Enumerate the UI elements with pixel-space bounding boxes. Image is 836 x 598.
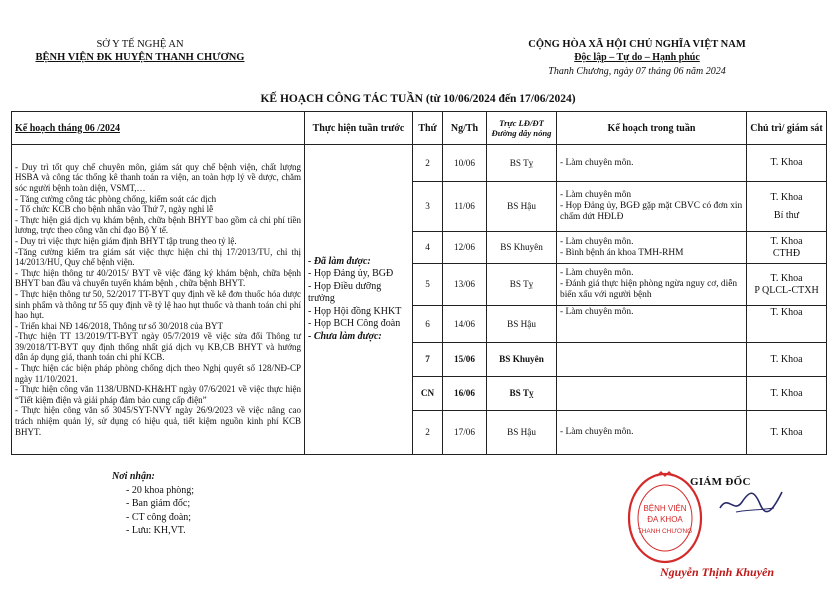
recipient-item: - Lưu: KH,VT. [126,525,186,536]
date-cell: 11/06 [443,182,487,232]
done-item: - Họp Hội đồng KHKT [308,305,402,317]
done-item: - Họp Đảng ủy, BGĐ [308,268,394,280]
chair-cell [747,306,827,343]
month-plan-item: - Thực hiện công văn 1138/UBND-KH&HT ngày 07/6/2021 về việc thực hiện “Tiết kiệm điện và giải pháp đảm bảo cung cấp điện” [15,384,301,405]
duty-cell: BS Tỵ [487,145,557,182]
day-cell: 6 [413,306,443,343]
date-cell: 12/06 [443,232,487,264]
duty-cell: BS Khuyên [487,343,557,377]
chair-item: T. Khoa [770,353,803,365]
done-item: - Họp BCH Công đoàn [308,318,401,330]
chair-cell [747,232,827,264]
header-month-plan: Kế hoạch tháng 06 /2024 [12,112,305,145]
stamp-text-line: BỆNH VIỆN [643,504,687,513]
document-title: KẾ HOẠCH CÔNG TÁC TUẦN (từ 10/06/2024 đến 17/06/2024) [260,93,576,105]
hospital-name: BỆNH VIỆN ĐK HUYỆN THANH CHƯƠNG [35,52,245,63]
month-plan-item: - Thực hiện giá dịch vụ khám bệnh, chữa bệnh BHYT bao gồm cả chi phí tiền lương, trực theo công văn chỉ đạo Bộ Y tế. [15,214,301,236]
last-week-cell [305,145,413,455]
chair-cell [747,411,827,455]
chair-cell [747,264,827,306]
month-plan-cell [12,145,305,455]
duty-cell: BS Tỵ [487,377,557,411]
date-cell: 16/06 [443,377,487,411]
header-last-week: Thực hiện tuần trước [305,112,413,145]
chair-item: T. Khoa [770,191,803,203]
month-plan-item: - Thực hiện công văn số 3045/SYT-NVY ngày 26/9/2023 về việc nâng cao trách nhiệm quản lý, sử dụng có hiệu quả, tiết kiệm nguồn kinh phí KCB BHYT. [15,405,301,437]
header-weekly-plan: Kế hoạch trong tuần [557,112,747,145]
date-cell: 13/06 [443,264,487,306]
handwritten-signature [716,484,786,520]
day-cell: 5 [413,264,443,306]
plan-cell [557,377,747,411]
recipient-item: - CT công đoàn; [126,511,192,523]
plan-item: - Làm chuyên môn. [560,236,634,247]
signer-name: Nguyễn Thịnh Khuyên [660,565,775,579]
plan-cell [557,232,747,264]
chair-item: P QLCL-CTXH [754,284,819,296]
recipients-block [112,470,194,538]
chair-cell [747,377,827,411]
ministry-name: SỞ Y TẾ NGHỆ AN [96,39,184,50]
plan-cell [557,145,747,182]
plan-item: - Làm chuyên môn. [560,307,634,317]
month-plan-item: - Thực hiện thông tư 50, 52/2017 TT-BYT quy định về kê đơn thuốc hóa dược sinh phẩm và thông tư 55 quy định về tỷ lệ hao hụt thuốc và thanh toán chi phí hao hụt. [15,288,301,321]
recipient-item: - Ban giám đốc; [126,498,191,509]
plan-item: - Đánh giá thực hiện phòng ngừa nguy cơ, diễn biến xấu với người bệnh [560,279,738,300]
national-header [452,38,822,64]
plan-cell [557,343,747,377]
month-plan-item: - Thực hiện các biện pháp phòng chống dịch theo Nghị quyết số 128/NĐ-CP ngày 11/10/2021. [15,363,301,384]
chair-cell [747,343,827,377]
stamp-text-line: ĐA KHOA [647,515,683,524]
header-day: Thứ [413,112,443,145]
plan-cell [557,264,747,306]
header-date: Ng/Th [443,112,487,145]
day-cell: 4 [413,232,443,264]
month-plan-item: - Triển khai NĐ 146/2018, Thông tư số 30/2018 của BYT [15,320,223,331]
chair-item: T. Khoa [770,157,803,168]
duty-cell: BS Hậu [487,182,557,232]
plan-cell [557,182,747,232]
plan-item: - Làm chuyên môn. [560,427,634,437]
plan-item: - Làm chuyên môn. [560,268,634,278]
document-date: Thanh Chương, ngày 07 tháng 06 năm 2024 [548,66,726,77]
plan-item: - Bình bệnh án khoa TMH-RHM [560,247,684,258]
chair-item: T. Khoa [770,272,803,284]
chair-item: T. Khoa [770,235,803,247]
day-cell: 7 [413,343,443,377]
chair-item: Bí thư [773,209,800,221]
duty-cell: BS Khuyên [487,232,557,264]
recipients-title: Nơi nhận: [112,471,155,482]
nation-title: CỘNG HÒA XÃ HỘI CHỦ NGHĨA VIỆT NAM [528,39,746,50]
stamp-text-line: THANH CHƯƠNG [637,528,693,535]
month-plan-item: - Tổ chức KCB cho bệnh nhân vào Thứ 7, ngày nghỉ lễ [15,204,214,215]
plan-item: - Họp Đảng ủy, BGĐ gặp mặt CBVC có đơn xin chấm dứt HĐLĐ [560,201,743,222]
month-plan-item: - Thực hiện thông tư 40/2015/ BYT về việc đăng ký khám bệnh, chữa bệnh BHYT ban đầu và chuyển tuyến khám bệnh , chữa bệnh BHYT. [15,267,301,289]
duty-cell: BS Hậu [487,306,557,343]
header-duty: Trực LĐ/ĐT Đường dây nóng [487,112,557,145]
issuer-header [20,38,260,64]
day-cell: 2 [413,145,443,182]
recipient-item: - 20 khoa phòng; [126,484,195,496]
date-cell: 10/06 [443,145,487,182]
header-chair: Chủ trì/ giám sát [747,112,827,145]
done-title: - Đã làm được: [308,255,371,267]
plan-cell [557,411,747,455]
table-row [12,145,827,182]
duty-cell: BS Tỵ [487,264,557,306]
month-plan-item: - Duy trì tốt quy chế chuyên môn, giám sát quy chế bệnh viện, chất lượng HSBA và công tác thống kê thanh toán ra viện, an toàn hợp lý về dược, chăm sóc người bệnh toàn diện, VSMT,… [15,161,301,193]
date-cell: 17/06 [443,411,487,455]
month-plan-item: - Tăng cường công tác phòng chống, kiểm soát các dịch [15,193,217,204]
chair-item: CTHĐ [772,247,801,259]
signer-role: GIÁM ĐỐC [690,476,751,488]
national-motto: Độc lập – Tự do – Hạnh phúc [574,52,700,63]
date-cell: 14/06 [443,306,487,343]
chair-item: T. Khoa [770,426,803,438]
chair-item: T. Khoa [770,307,803,318]
chair-item: T. Khoa [770,387,803,399]
chair-cell [747,145,827,182]
plan-cell [557,306,747,343]
duty-cell: BS Hậu [487,411,557,455]
weekly-plan-table [11,111,827,455]
day-cell: CN [413,377,443,411]
day-cell: 3 [413,182,443,232]
plan-item: - Làm chuyên môn. [560,157,634,168]
month-plan-item: - Duy trì việc thực hiện giám định BHYT tập trung theo tỷ lệ. [15,235,237,246]
plan-item: - Làm chuyên môn [560,190,632,200]
month-plan-item: -Thực hiện TT 13/2019/TT-BYT ngày 05/7/2019 về việc sửa đổi Thông tư 39/2018/TT-BYT quy định thống nhất giá dịch vụ KB,CB BHYT và hướng dẫn áp dụng giá, thanh toán chi phí KCB. [15,331,301,363]
date-cell: 15/06 [443,343,487,377]
table-header-row [12,112,827,145]
month-plan-item: -Tăng cường kiểm tra giám sát việc thực hiện chỉ thị 17/2013/TU, chỉ thị 14/2013/HU, Quy chế bệnh viện. [15,246,301,268]
not-done-title: - Chưa làm được: [308,330,382,342]
done-item: - Họp Điều dưỡng trưởng [308,280,382,305]
day-cell: 2 [413,411,443,455]
chair-cell [747,182,827,232]
